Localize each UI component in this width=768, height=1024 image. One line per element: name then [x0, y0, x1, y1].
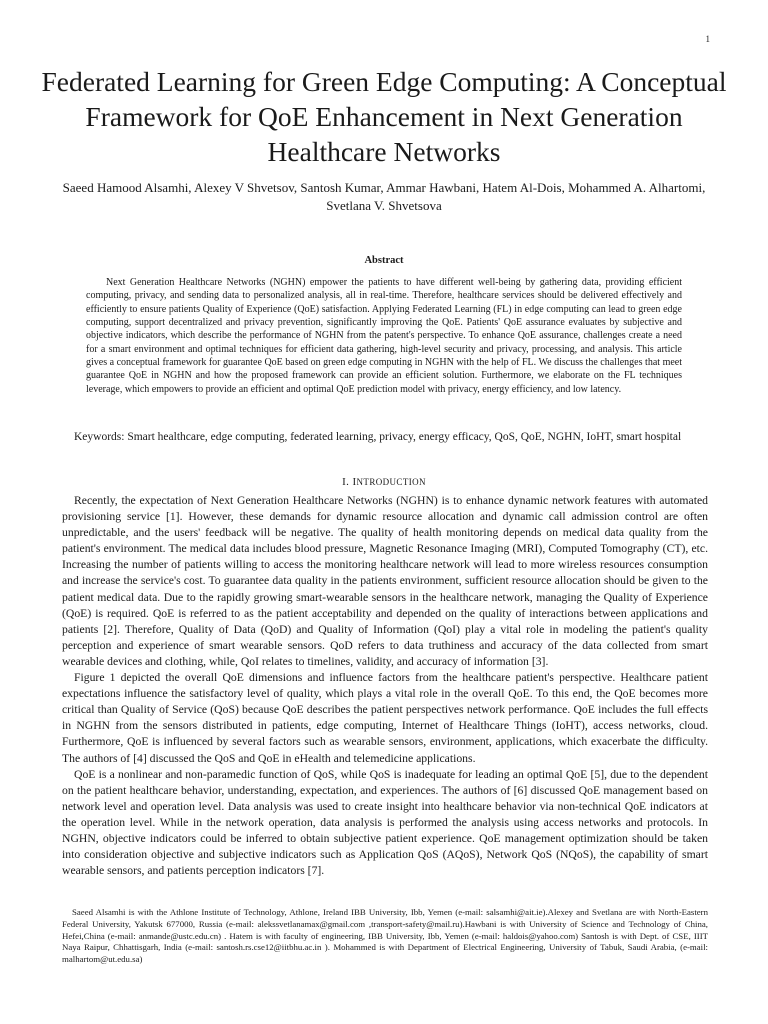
- section-title-rest: NTRODUCTION: [356, 477, 426, 487]
- paper-title: Federated Learning for Green Edge Computing: A Conceptual Framework for QoE Enhancement in Next Generation Healthcare Networks: [41, 66, 727, 167]
- page-number: 1: [705, 34, 710, 44]
- paragraph: Figure 1 depicted the overall QoE dimensions and influence factors from the healthcare patient's perspective. Healthcare patient expectations influence the satisfactory level of quality, which plays a vital role in the overall QoE. To this end, the QoE becomes more critical than Quality of Service (QoS) because QoE describes the patient perspectives network performance. QoE includes the full effects in NGHN from the sensors distributed in patients, edge computing, Internet of Healthcare Things (IoHT), access networks, cloud. Furthermore, QoE is influenced by several factors such as wearable sensors, environment, applications, which exacerbate the difficulty. The authors of [4] discussed the QoS and QoE in eHealth and telemedicine applications.: [62, 671, 708, 765]
- introduction-body: [62, 493, 708, 879]
- section-title-first: I: [352, 476, 357, 488]
- keywords: Keywords: Smart healthcare, edge computing, federated learning, privacy, energy efficacy, QoS, QoE, NGHN, IoHT, smart hospital: [74, 431, 682, 443]
- section-heading-introduction: [0, 476, 768, 488]
- abstract-text: Next Generation Healthcare Networks (NGHN) empower the patients to have different well-being by gathering data, providing efficient computing, privacy, and sending data to personalized analysis, all in real-time. Therefore, healthcare services should be delivered effectively and efficiently to ensure patients Quality of Experience (QoE) satisfaction. Applying Federated Learning (FL) in edge computing can lead to green edge computing, support decentralized and privacy prevention, significantly improving the QoE. Patients' QoE assurance evaluates by subjective and objective indicators, which describe the performance of NGHN from the patent's perspective. To enhance QoE assurance, challenges create a need for a smart environment and optimal techniques for efficient data gathering, high-level security and privacy, processing, and analysis. This article gives a conceptual framework for guarantee QoE based on green edge computing in NGHN with the help of FL. We discuss the challenges that meet guarantee QoE in NGHN and how the proposed framework can provide an efficient solution. Furthermore, we elaborate on the FL techniques leverage, which empowers to provide an efficient and optimal QoE prediction model with privacy, energy efficiency, and low latency.: [86, 277, 682, 395]
- section-number: I.: [342, 476, 350, 488]
- abstract-heading: Abstract: [364, 255, 404, 266]
- author-list: Saeed Hamood Alsamhi, Alexey V Shvetsov, Santosh Kumar, Ammar Hawbani, Hatem Al-Dois, Mohammed A. Alhartomi, Svetlana V. Shvetsova: [62, 180, 706, 213]
- paragraph: QoE is a nonlinear and non-paramedic function of QoS, while QoS is inadequate for leading an optimal QoE [5], due to the dependent on the patient healthcare behavior, understanding, expectation, and experiences. The authors of [6] discussed QoE management based on network level and operation level. Data analysis was used to create insight into healthcare behavior via non-technical QoE indicators at the operation level. While in the network operation, data analysis is performed the analysis using access networks and protocols. In NGHN, objective indicators could be inferred to obtain subjective patient experience. QoE management optimization should be taken into consideration objective and subjective indicators such as Application QoS (AQoS), Network QoS (NQoS), the capability of smart wearable sensors, and patients perception indicators [7].: [62, 767, 708, 878]
- author-affiliation-footnote: Saeed Alsamhi is with the Athlone Institute of Technology, Athlone, Ireland IBB University, Ibb, Yemen (e-mail: salsamhi@ait.ie).Alexey and Svetlana are with North-Eastern Federal University, Yakutsk 677000, Russia (e-mail: alekssvetlanamax@gmail.com ,transport-safety@mail.ru).Hawbani is with University of Science and Technology of China, Hefei,China (e-mail: anmande@ustc.edu.cn) . Hatem is with faculty of engineering, IBB University, Ibb, Yemen (e-mail: haldois@yahoo.com) Santosh is with Dept. of CSE, IIIT Naya Raipur, Chhattisgarh, India (e-mail: santosh.rs.cse12@iitbhu.ac.in ). Mohammed is with Department of Electrical Engineering, University of Tabuk, Saudi Arabia, (e-mail: malhartom@ut.edu.sa): [62, 907, 708, 965]
- paragraph: Recently, the expectation of Next Generation Healthcare Networks (NGHN) is to enhance dynamic network features with automated provisioning service [1]. However, these demands for dynamic resource allocation and dynamic call admission control are often unpredictable, and the users' feedback will be negative. The quality of health monitoring depends on medical data quality from the patient's environment. The medical data includes blood pressure, Magnetic Resonance Imaging (MRI), Computed Tomography (CT), etc. Increasing the number of patients willing to access the monitoring healthcare network will lead to more wireless resources consumption and increase the service's cost. To guarantee data quality in the patients environment, sufficient resource allocation should be given to the patient medical data. Due to the rapidly growing smart-wearable sensors in the healthcare network, managing the Quality of Experience (QoE) is required. QoE is referred to as the patient acceptability and depended on the quality of interactions between applications and patients [2]. Therefore, Quality of Data (QoD) and Quality of Information (QoI) play a vital role in modeling the patient's quality perception and experience of smart wearable sensors. QoD refers to data truthiness and accuracy of the data collected from smart wearable devices and clothing, while, QoI relates to timelines, validity, and accuracy of information [3].: [62, 494, 708, 668]
